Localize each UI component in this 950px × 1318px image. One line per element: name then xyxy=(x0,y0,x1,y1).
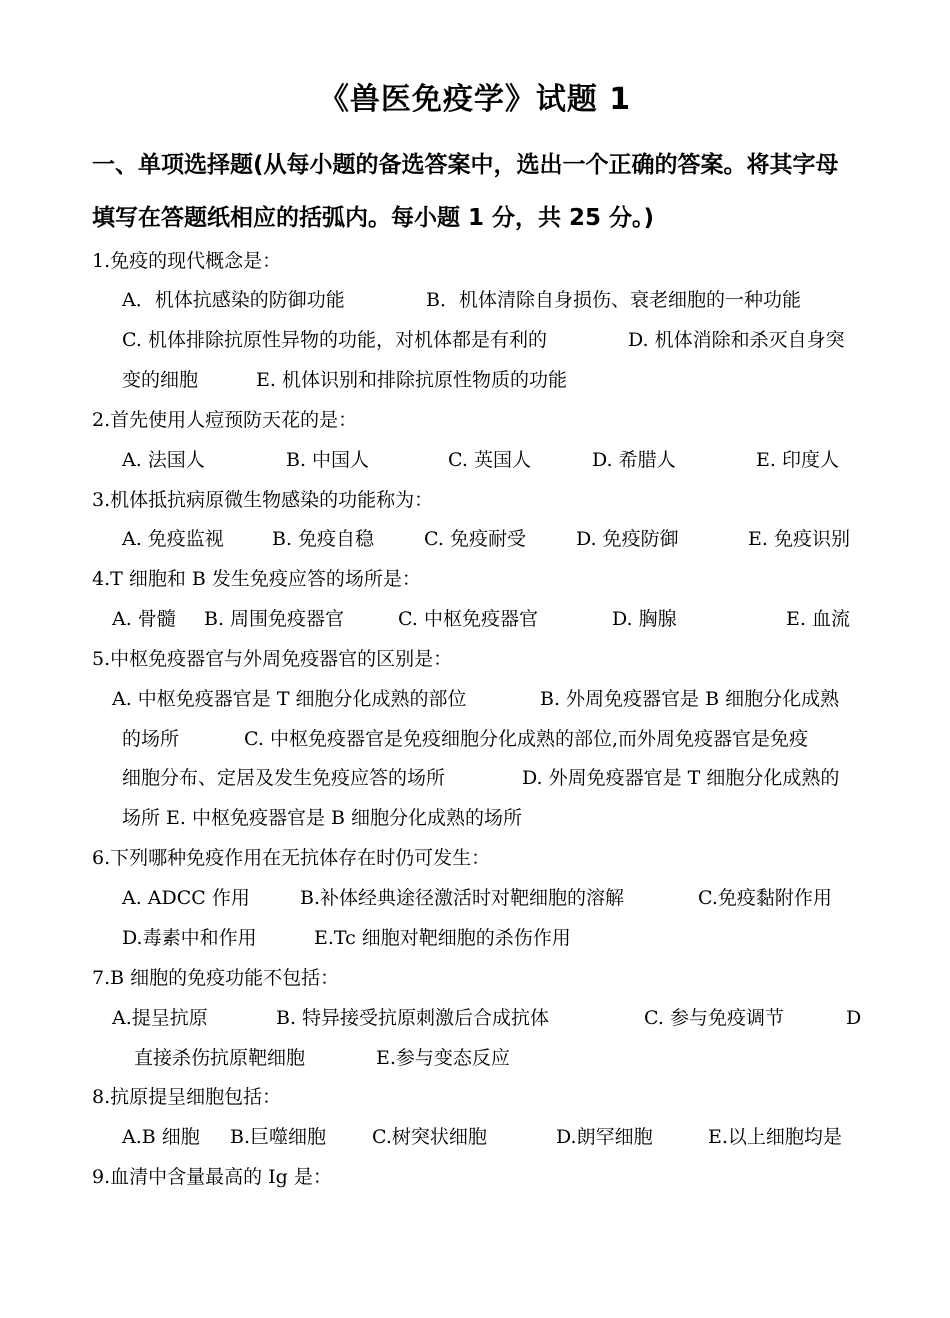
option: B. 特异接受抗原刺激后合成抗体 xyxy=(276,1007,550,1029)
option: D.毒素中和作用 xyxy=(122,927,257,949)
option: D xyxy=(846,1007,862,1029)
question-stem: 4.T 细胞和 B 发生免疫应答的场所是： xyxy=(92,568,421,590)
option: C. 中枢免疫器官是免疫细胞分化成熟的部位,而外周免疫器官是免疫 xyxy=(244,728,808,750)
option: D. 外周免疫器官是 T 细胞分化成熟的 xyxy=(522,767,840,789)
option-continuation: 细胞分布、定居及发生免疫应答的场所 xyxy=(122,767,446,789)
option: C. 免疫耐受 xyxy=(424,528,526,550)
option: E. 印度人 xyxy=(756,449,839,471)
page-title: 《兽医免疫学》试题 1 xyxy=(318,82,632,117)
option: B.补体经典途径激活时对靶细胞的溶解 xyxy=(300,887,625,909)
option: C.树突状细胞 xyxy=(372,1126,487,1148)
question-stem: 1.免疫的现代概念是： xyxy=(92,250,282,272)
option: A. 法国人 xyxy=(122,449,205,471)
option: B．机体清除自身损伤、衰老细胞的一种功能 xyxy=(426,289,801,311)
option: C. 英国人 xyxy=(448,449,531,471)
option-continuation: 的场所 xyxy=(122,728,180,750)
section-heading-line-1: 一、单项选择题(从每小题的备选答案中，选出一个正确的答案。将其字母 xyxy=(92,152,839,178)
option: B. 免疫自稳 xyxy=(272,528,375,550)
question-stem: 8.抗原提呈细胞包括： xyxy=(92,1086,282,1108)
option: B. 周围免疫器官 xyxy=(204,608,345,630)
option: D. 免疫防御 xyxy=(576,528,679,550)
option: A．机体抗感染的防御功能 xyxy=(122,289,345,311)
option: A.提呈抗原 xyxy=(112,1007,208,1029)
option: D. 胸腺 xyxy=(612,608,677,630)
option: B. 中国人 xyxy=(286,449,370,471)
option: C. 参与免疫调节 xyxy=(644,1007,784,1029)
question-stem: 7.B 细胞的免疫功能不包括： xyxy=(92,967,340,989)
option: A.B 细胞 xyxy=(122,1126,200,1148)
option: E.以上细胞均是 xyxy=(708,1126,842,1148)
option: E. 机体识别和排除抗原性物质的功能 xyxy=(256,369,567,391)
option: D. 希腊人 xyxy=(592,449,676,471)
option-continuation: 变的细胞 xyxy=(122,369,199,391)
option: C.免疫黏附作用 xyxy=(698,887,832,909)
option: A. ADCC 作用 xyxy=(122,887,250,909)
option: A. 中枢免疫器官是 T 细胞分化成熟的部位 xyxy=(112,688,467,710)
section-heading-line-2: 填写在答题纸相应的括弧内。每小题 1 分，共 25 分。) xyxy=(92,205,655,231)
option: A. 免疫监视 xyxy=(122,528,224,550)
question-stem: 9.血清中含量最高的 Ig 是： xyxy=(92,1166,332,1188)
option: E.参与变态反应 xyxy=(376,1047,510,1069)
question-stem: 5.中枢免疫器官与外周免疫器官的区别是： xyxy=(92,648,453,670)
option: B. 外周免疫器官是 B 细胞分化成熟 xyxy=(540,688,840,710)
question-stem: 3.机体抵抗病原微生物感染的功能称为： xyxy=(92,489,434,511)
option: D.朗罕细胞 xyxy=(556,1126,653,1148)
option: C. 中枢免疫器官 xyxy=(398,608,538,630)
question-stem: 2.首先使用人痘预防天花的是： xyxy=(92,409,358,431)
option: B.巨噬细胞 xyxy=(230,1126,327,1148)
option-continuation: 直接杀伤抗原靶细胞 xyxy=(134,1047,306,1069)
option: E. 免疫识别 xyxy=(748,528,850,550)
option: A. 骨髓 xyxy=(112,608,176,630)
question-stem: 6.下列哪种免疫作用在无抗体存在时仍可发生： xyxy=(92,847,491,869)
option: C. 机体排除抗原性异物的功能，对机体都是有利的 xyxy=(122,329,547,351)
option: E. 血流 xyxy=(786,608,850,630)
option: E.Tc 细胞对靶细胞的杀伤作用 xyxy=(314,927,571,949)
option: 场所 E. 中枢免疫器官是 B 细胞分化成熟的场所 xyxy=(122,807,523,829)
option: D. 机体消除和杀灭自身突 xyxy=(628,329,845,351)
